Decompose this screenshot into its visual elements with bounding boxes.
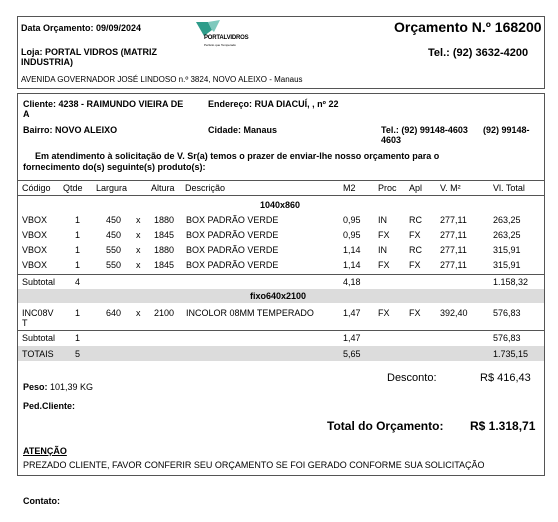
client-phone-1-cont: 4603 [381,135,402,145]
weight-label: Peso: [23,382,48,392]
group-title-1: 1040x860 [260,200,301,210]
table-header-top-rule [18,180,544,181]
discount-value: R$ 416,43 [480,372,531,384]
subtotal-2-m2: 1,47 [343,333,361,343]
row-code-cont: T [22,318,28,328]
row-total: 315,91 [493,260,521,270]
row-proc: FX [378,308,390,318]
store-name-line2: INDUSTRIA) [21,57,73,67]
row-apl: RC [409,215,422,225]
quote-title: Orçamento N.º 168200 [394,19,542,35]
row-qty: 1 [75,245,81,255]
row-width: 450 [106,215,122,225]
ped-cliente: Ped.Cliente: [23,401,76,411]
row-total: 315,91 [493,245,521,255]
row-m2: 1,47 [343,308,361,318]
row-x: x [136,308,141,318]
store-phone: Tel.: (92) 3632-4200 [428,47,529,59]
client-city: Cidade: Manaus [208,125,278,135]
row-vm2: 277,11 [440,215,467,225]
subtotal-2-qty: 1 [75,333,81,343]
col-m2: M2 [343,183,356,193]
row-code: VBOX [22,260,48,270]
col-proc: Proc [378,183,397,193]
row-width: 550 [106,245,122,255]
row-height: 2100 [154,308,175,318]
intro-line1: Em atendimento à solicitação de V. Sr(a) temos o prazer de enviar-lhe nosso orçamento para o [35,151,440,161]
client-phone-1: Tel.: (92) 99148-4603 [381,125,468,135]
row-desc: BOX PADRÃO VERDE [186,260,279,270]
totals-row-bg [18,346,544,361]
quote-date: Data Orçamento: 09/09/2024 [21,23,142,33]
row-x: x [136,245,141,255]
col-vm2: V. M² [440,183,461,193]
row-apl: RC [409,245,422,255]
subtotal-2-total: 576,83 [493,333,521,343]
client-name-line2: A [23,109,30,119]
col-qtde: Qtde [63,183,83,193]
total-label: Total do Orçamento: [327,419,444,433]
totals-label: TOTAIS [22,349,54,359]
totals-total: 1.735,15 [493,349,529,359]
notice-title: ATENÇÃO [23,446,67,456]
row-proc: IN [378,245,387,255]
col-largura: Largura [96,183,128,193]
row-desc: BOX PADRÃO VERDE [186,215,279,225]
row-height: 1845 [154,230,175,240]
row-x: x [136,215,141,225]
row-apl: FX [409,308,421,318]
row-x: x [136,260,141,270]
client-address: Endereço: RUA DIACUÍ, , nº 22 [208,99,339,109]
row-total: 263,25 [493,230,521,240]
row-code: VBOX [22,230,48,240]
discount-label: Desconto: [387,372,437,384]
subtotal-1-total: 1.158,32 [493,277,529,287]
row-vm2: 392,40 [440,308,468,318]
row-width: 640 [106,308,122,318]
subtotal-2-rule [18,330,544,331]
weight-value: 101,39 KG [50,382,94,392]
row-apl: FX [409,260,421,270]
client-name-line1: Cliente: 4238 - RAIMUNDO VIEIRA DE [23,99,184,109]
totals-m2: 5,65 [343,349,361,359]
row-m2: 1,14 [343,260,361,270]
subtotal-1-label: Subtotal [22,277,56,287]
row-code: VBOX [22,215,48,225]
table-header-bottom-rule [18,195,544,196]
col-apl: Apl [409,183,423,193]
row-vm2: 277,11 [440,245,467,255]
row-proc: FX [378,230,390,240]
subtotal-2-label: Subtotal [22,333,56,343]
notice-text: PREZADO CLIENTE, FAVOR CONFERIR SEU ORÇAMENTO SE FOI GERADO CONFORME SUA SOLICITAÇÃO [23,460,485,470]
row-m2: 1,14 [343,245,361,255]
totals-qty: 5 [75,349,81,359]
row-code: INC08V [22,308,54,318]
intro-line2: fornecimento do(s) seguinte(s) produto(s): [23,162,206,172]
row-x: x [136,230,141,240]
row-height: 1880 [154,215,175,225]
row-qty: 1 [75,260,81,270]
row-height: 1845 [154,260,175,270]
client-phone-2: (92) 99148- [483,125,530,135]
col-codigo: Código [22,183,51,193]
row-desc: INCOLOR 08MM TEMPERADO [186,308,314,318]
logo-subtext: Perfeito que Temperado [204,43,236,47]
row-proc: IN [378,215,387,225]
row-width: 550 [106,260,122,270]
row-vm2: 277,11 [440,260,467,270]
logo-text: PORTALVIDROS [204,35,249,41]
row-code: VBOX [22,245,48,255]
client-bairro: Bairro: NOVO ALEIXO [23,125,118,135]
row-desc: BOX PADRÃO VERDE [186,245,279,255]
weight [23,382,93,392]
col-altura: Altura [151,183,175,193]
row-desc: BOX PADRÃO VERDE [186,230,279,240]
subtotal-1-rule [18,274,544,275]
row-proc: FX [378,260,390,270]
col-descricao: Descrição [185,183,226,193]
portal-vidros-logo [196,20,258,52]
row-m2: 0,95 [343,230,361,240]
row-vm2: 277,11 [440,230,467,240]
row-apl: FX [409,230,421,240]
subtotal-1-m2: 4,18 [343,277,361,287]
contact-label: Contato: [23,496,60,506]
total-value: R$ 1.318,71 [470,419,536,433]
subtotal-1-qty: 4 [75,277,81,287]
store-address: AVENIDA GOVERNADOR JOSÉ LINDOSO n.º 3824, NOVO ALEIXO - Manaus [21,75,303,84]
group-title-2: fixo640x2100 [250,291,307,301]
col-vltotal: Vl. Total [493,183,525,193]
row-qty: 1 [75,308,81,318]
store-name-line1: Loja: PORTAL VIDROS (MATRIZ [21,47,157,57]
row-qty: 1 [75,230,81,240]
row-m2: 0,95 [343,215,361,225]
row-total: 263,25 [493,215,521,225]
row-height: 1880 [154,245,175,255]
row-total: 576,83 [493,308,521,318]
row-width: 450 [106,230,122,240]
row-qty: 1 [75,215,81,225]
